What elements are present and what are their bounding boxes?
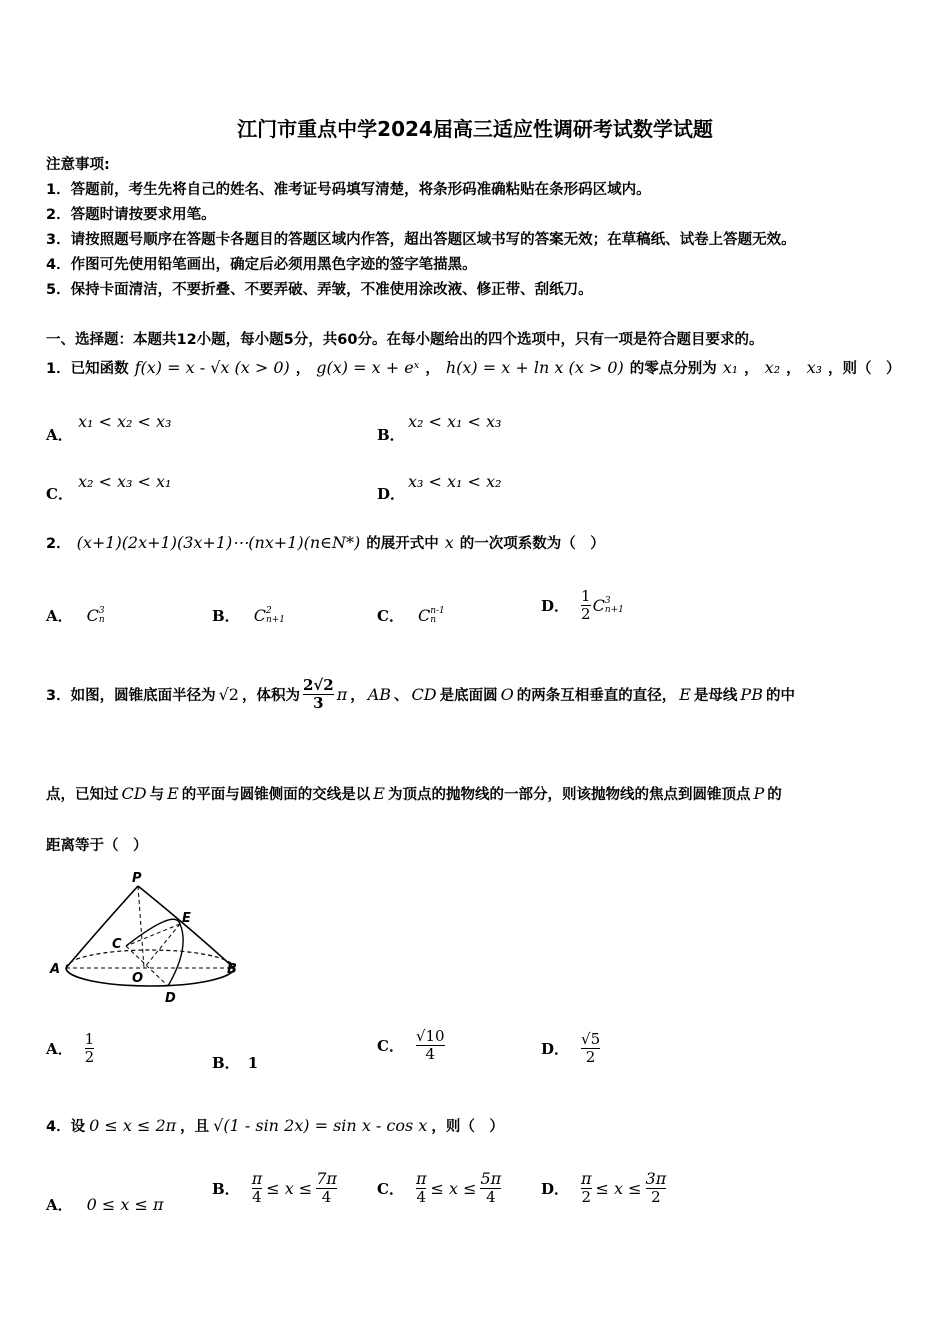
q1-f: f(x) = x - √x (x > 0) <box>134 358 290 377</box>
q4-frac-num: 7π <box>316 1169 337 1188</box>
q4-option-mid: ≤ x ≤ <box>595 1178 642 1198</box>
q3-vol-num: 2√2 <box>302 676 334 694</box>
q2-sub: n+1 <box>604 604 624 615</box>
q3-text: 的平面与圆锥侧面的交线是以 <box>181 787 371 803</box>
q1-option-c: x₂ < x₃ < x₁ <box>78 472 172 491</box>
q4-option-a <box>46 1194 164 1215</box>
note-item: 4．作图可先使用铅笔画出，确定后必须用黑色字迹的签字笔描黑。 <box>46 257 477 273</box>
q1-prefix: 1．已知函数 <box>46 361 129 377</box>
q4-frac-den: 2 <box>651 1188 661 1207</box>
note-item: 3．请按照题号顺序在答题卡各题目的答题区域内作答，超出答题区域书写的答案无效；在草稿纸、试卷上答题无效。 <box>46 232 796 248</box>
q3-text: 的两条互相垂直的直径， <box>516 688 677 705</box>
q3-text: 是母线 <box>693 688 738 705</box>
q3-option-label: B． <box>212 1054 240 1072</box>
q1-zero: x₃ <box>806 358 823 377</box>
question-3-line-3: 距离等于（ ） <box>46 838 148 854</box>
q2-option-label: A． <box>46 607 73 625</box>
q2-sup: 3 <box>98 605 105 616</box>
q3-p: P <box>753 784 765 803</box>
label-c: C <box>112 937 122 952</box>
q2-num: 2． <box>46 536 71 552</box>
q2-text-b: 的一次项系数为（ ） <box>459 536 605 552</box>
q3-cd: CD <box>121 784 147 803</box>
slant-left <box>66 886 138 968</box>
q3-text: 是底面圆 <box>439 688 498 705</box>
q4-option-label: C． <box>377 1179 404 1198</box>
q1-option-b: x₂ < x₁ < x₃ <box>408 412 502 431</box>
q2-expr: (x+1)(2x+1)(3x+1)⋯(nx+1)(n∈N*) <box>76 533 361 552</box>
q3-frac-num: √10 <box>415 1027 445 1045</box>
q3-e: E <box>373 784 385 803</box>
q1-option-a: x₁ < x₂ < x₃ <box>78 412 172 431</box>
q3-text: 点，已知过 <box>46 787 119 803</box>
q4-option-c <box>377 1170 501 1207</box>
label-b: B <box>227 962 237 977</box>
q1-zero: x₁ <box>722 358 739 377</box>
q4-frac-den: 4 <box>486 1188 496 1207</box>
note-item: 5．保持卡面清洁，不要折叠、不要弄破、弄皱，不准使用涂改液、修正带、刮纸刀。 <box>46 282 593 298</box>
q3-frac-den: 2 <box>84 1048 95 1067</box>
q3-text: 与 <box>149 787 165 803</box>
q2-var: x <box>444 533 454 552</box>
q3-frac-den: 2 <box>585 1048 596 1067</box>
label-d: D <box>165 991 176 1006</box>
q3-vol-den: 3 <box>313 694 324 713</box>
note-item: 1．答题前，考生先将自己的姓名、准考证号码填写清楚，将条形码准确粘贴在条形码区域内。 <box>46 182 651 198</box>
q3-o: O <box>500 685 514 705</box>
q3-frac-num: 1 <box>84 1030 95 1048</box>
q3-option-value: 1 <box>247 1053 259 1072</box>
q3-option-label: D． <box>541 1040 570 1059</box>
question-3-line-1 <box>46 677 795 713</box>
q4-text: 4．设 <box>46 1119 86 1135</box>
q3-e: E <box>679 685 691 705</box>
q3-ab: AB <box>367 685 392 705</box>
q4-frac-num: 3π <box>645 1169 667 1188</box>
q3-text: 的中 <box>765 688 795 705</box>
q1-option-b-label: B． <box>377 426 405 444</box>
q4-option-b <box>212 1170 337 1207</box>
q3-text: 的 <box>767 787 782 803</box>
label-o: O <box>132 971 144 986</box>
cone-figure <box>40 868 250 1008</box>
q2-option-expr: C <box>592 596 605 616</box>
q2-sup: n-1 <box>430 605 445 616</box>
note-item: 2．答题时请按要求用笔。 <box>46 207 216 223</box>
q3-option-c <box>377 1028 445 1064</box>
q2-option-expr: C <box>86 606 99 625</box>
section-heading: 一、选择题：本题共12小题，每小题5分，共60分。在每小题给出的四个选项中，只有一项是符合题目要求的。 <box>46 332 764 348</box>
q3-pi: π <box>336 685 348 705</box>
q4-option-label: A． <box>46 1196 73 1214</box>
label-e: E <box>182 911 191 926</box>
base-back-arc <box>66 950 234 968</box>
q3-e: E <box>167 784 179 803</box>
q1-option-d-label: D． <box>377 485 406 503</box>
q2-option-a <box>46 605 105 626</box>
q3-cd: CD <box>411 685 437 705</box>
q2-sub: n <box>98 614 105 625</box>
axis-po <box>138 886 144 968</box>
q3-text: 、 <box>394 688 409 705</box>
q3-option-label: A． <box>46 1040 73 1059</box>
q3-text: 为顶点的抛物线的一部分，则该抛物线的焦点到圆锥顶点 <box>387 787 751 803</box>
q4-frac-num: 5π <box>480 1169 502 1188</box>
q4-option-expr: 0 ≤ x ≤ π <box>86 1195 164 1214</box>
page-title: 江门市重点中学2024届高三适应性调研考试数学试题 <box>237 117 713 141</box>
q3-option-label: C． <box>377 1037 404 1056</box>
q2-frac-num: 1 <box>581 587 591 605</box>
question-2 <box>46 532 605 553</box>
q1-zero: x₂ <box>764 358 781 377</box>
q2-option-c <box>377 605 445 626</box>
q2-option-b <box>212 605 285 626</box>
q4-range: 0 ≤ x ≤ 2π <box>89 1116 177 1135</box>
q3-frac-num: √5 <box>581 1030 601 1048</box>
q3-text: 3．如图，圆锥底面半径为 <box>46 688 216 705</box>
base-front-arc <box>66 968 234 986</box>
question-3-line-2 <box>46 783 782 804</box>
q4-option-label: D． <box>541 1179 570 1198</box>
q3-pb: PB <box>740 685 763 705</box>
q4-frac-num: π <box>251 1169 263 1188</box>
q1-g: g(x) = x + eˣ <box>316 358 420 377</box>
q2-option-expr: C <box>417 606 431 625</box>
q3-text: ，体积为 <box>241 688 300 705</box>
q2-option-label: D． <box>541 597 570 616</box>
q3-option-b <box>212 1052 258 1073</box>
q2-sup: 2 <box>265 605 272 616</box>
q2-option-label: C． <box>377 607 404 625</box>
q2-sup: 3 <box>604 595 611 606</box>
q4-frac-den: 4 <box>252 1188 262 1207</box>
q3-option-a <box>46 1031 94 1067</box>
q3-option-d <box>541 1031 600 1067</box>
q1-option-a-label: A． <box>46 426 73 444</box>
question-4 <box>46 1115 504 1136</box>
label-a: A <box>50 962 61 977</box>
notes-heading: 注意事项: <box>46 157 110 173</box>
q2-frac-den: 2 <box>581 605 591 624</box>
q4-text: ，且 <box>180 1119 210 1135</box>
q3-text: ， <box>350 688 365 705</box>
q2-option-expr: C <box>253 606 266 625</box>
q4-option-label: B． <box>212 1179 240 1198</box>
q2-text-a: 的展开式中 <box>366 536 439 552</box>
q3-frac-den: 4 <box>425 1045 436 1064</box>
q4-eq: √(1 - sin 2x) = sin x - cos x <box>213 1116 428 1135</box>
q4-frac-den: 2 <box>581 1188 592 1207</box>
q3-radius: √2 <box>218 685 239 705</box>
q1-h: h(x) = x + ln x (x > 0) <box>445 358 624 377</box>
q4-option-d <box>541 1170 666 1207</box>
q1-option-c-label: C． <box>46 485 73 503</box>
q4-text: ，则（ ） <box>431 1119 504 1135</box>
q4-option-mid: ≤ x ≤ <box>266 1178 313 1198</box>
q2-sub: n+1 <box>265 614 286 625</box>
q2-option-label: B． <box>212 607 240 625</box>
q4-frac-den: 4 <box>416 1188 426 1207</box>
q1-option-d: x₃ < x₁ < x₂ <box>408 472 502 491</box>
label-p: P <box>132 871 142 886</box>
q2-sub: n <box>430 614 436 625</box>
q1-mid: 的零点分别为 <box>629 361 717 377</box>
q4-frac-den: 4 <box>321 1188 332 1207</box>
question-1: 1．已知函数 f(x) = x - √x (x > 0) ， g(x) = x + eˣ ， h(x) = x + ln x (x > 0) 的零点分别为 x₁ ， x₂ ， x₃ ，则（ ） <box>46 358 901 377</box>
q4-frac-num: π <box>415 1169 427 1188</box>
q4-option-mid: ≤ x ≤ <box>430 1178 477 1198</box>
q4-frac-num: π <box>581 1169 592 1188</box>
q1-suffix: ，则（ ） <box>828 361 901 377</box>
line-eo <box>144 924 180 968</box>
q2-option-d <box>541 588 624 624</box>
